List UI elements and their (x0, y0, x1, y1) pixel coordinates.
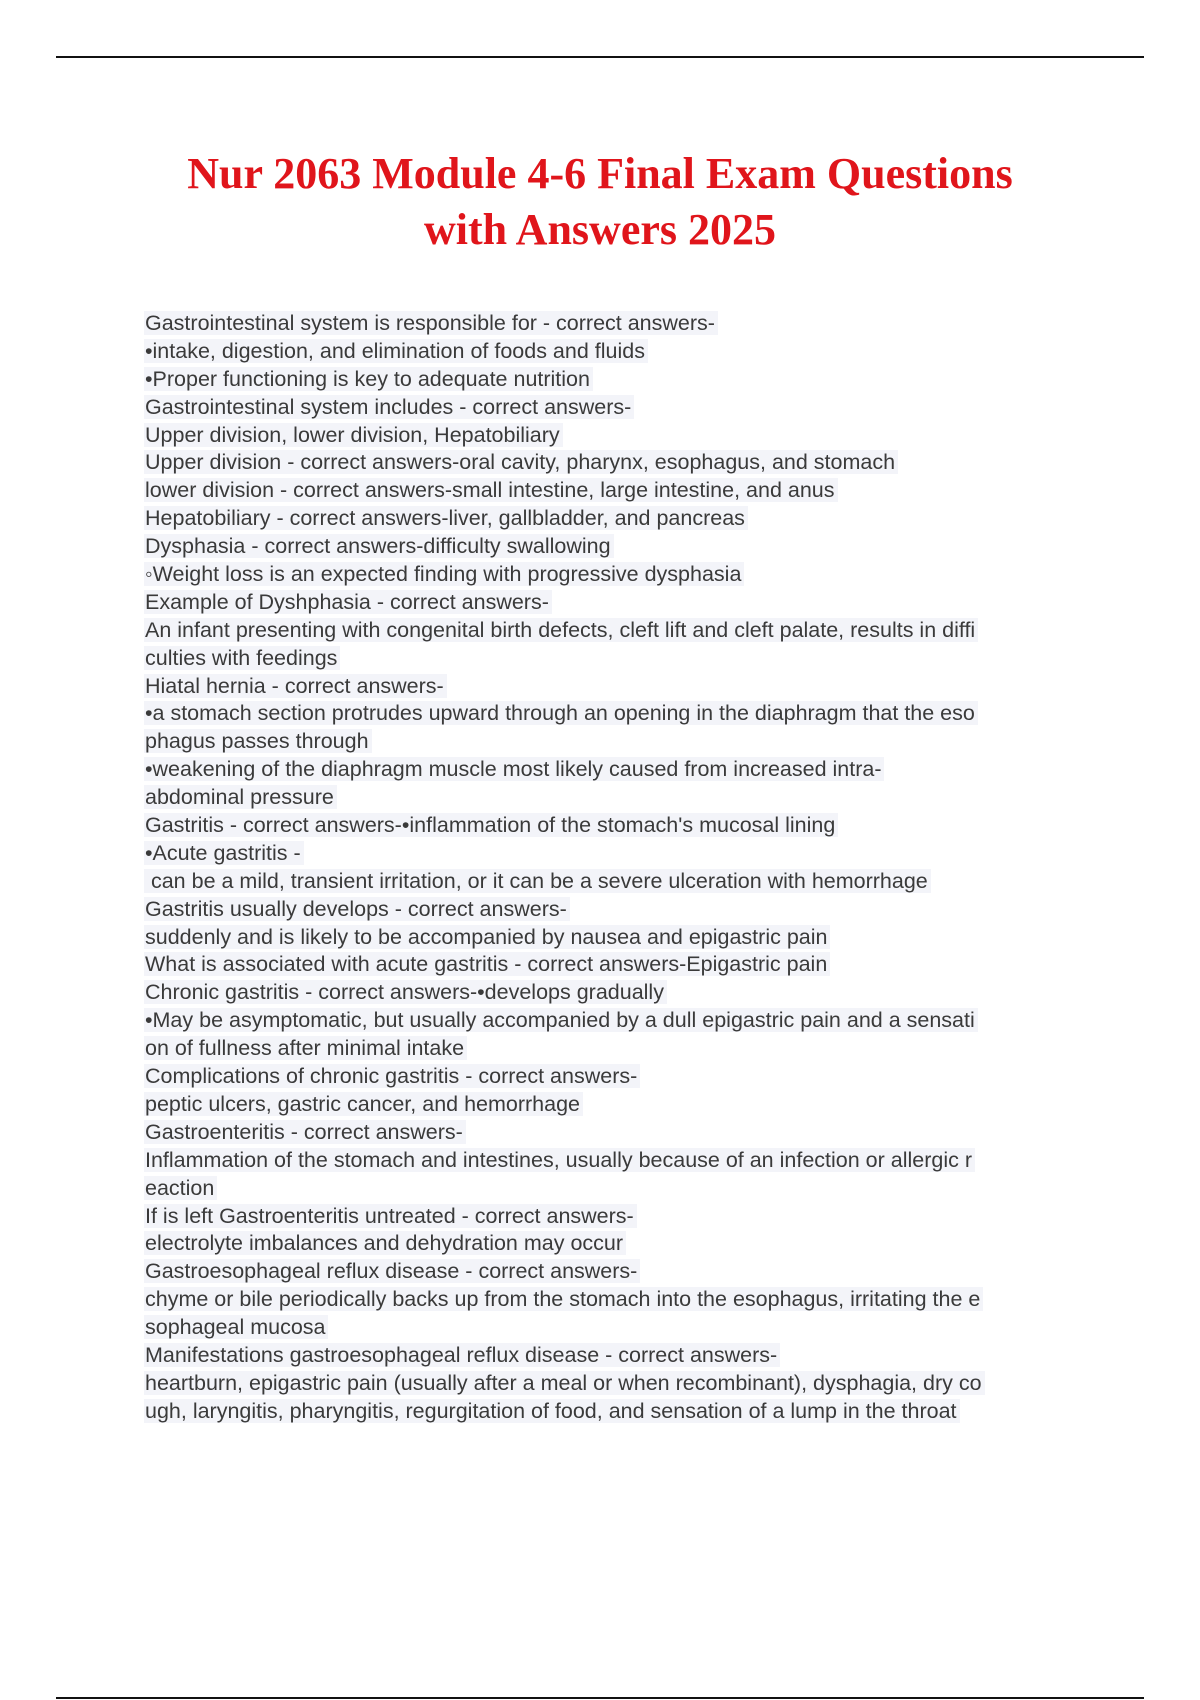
text-line (144, 1175, 1094, 1203)
text-line (144, 924, 1094, 952)
text-line (144, 1119, 1094, 1147)
text-line-content: •intake, digestion, and elimination of foods and fluids (144, 339, 648, 363)
text-line-content: Chronic gastritis - correct answers-•develops gradually (144, 980, 667, 1004)
text-line-content: Upper division - correct answers-oral cavity, pharynx, esophagus, and stomach (144, 450, 898, 474)
text-line (144, 1203, 1094, 1231)
text-line-content: Example of Dyshphasia - correct answers- (144, 590, 552, 614)
text-line-content: heartburn, epigastric pain (usually after a meal or when recombinant), dysphagia, dry co (144, 1371, 985, 1395)
text-line (144, 1091, 1094, 1119)
text-line-content: Upper division, lower division, Hepatobiliary (144, 423, 563, 447)
document-title-line-2: with Answers 2025 (423, 205, 777, 254)
text-line-content: Hiatal hernia - correct answers- (144, 674, 447, 698)
text-line (144, 338, 1094, 366)
text-line (144, 477, 1094, 505)
text-line-content: chyme or bile periodically backs up from the stomach into the esophagus, irritating the e (144, 1287, 983, 1311)
document-title-line-1: Nur 2063 Module 4-6 Final Exam Questions (187, 149, 1013, 198)
text-line (144, 645, 1094, 673)
text-line-content: •Acute gastritis - (144, 841, 304, 865)
text-line-content: Manifestations gastroesophageal reflux disease - correct answers- (144, 1343, 780, 1367)
text-line (144, 1230, 1094, 1258)
text-line-content: Inflammation of the stomach and intestines, usually because of an infection or allergic r (144, 1148, 975, 1172)
text-line (144, 1398, 1094, 1426)
text-line (144, 617, 1094, 645)
text-line-content: An infant presenting with congenital birth defects, cleft lift and cleft palate, results in diffi (144, 618, 978, 642)
text-line (144, 366, 1094, 394)
text-line-content: Gastroenteritis - correct answers- (144, 1120, 466, 1144)
text-line (144, 840, 1094, 868)
text-line-content: lower division - correct answers-small intestine, large intestine, and anus (144, 478, 838, 502)
text-line-content: Dysphasia - correct answers-difficulty swallowing (144, 534, 614, 558)
text-line (144, 310, 1094, 338)
text-line-content: •weakening of the diaphragm muscle most likely caused from increased intra- (144, 757, 884, 781)
text-line-content: Gastritis usually develops - correct answers- (144, 897, 570, 921)
text-line (144, 673, 1094, 701)
text-line (144, 1258, 1094, 1286)
text-line-content: Complications of chronic gastritis - correct answers- (144, 1064, 640, 1088)
text-line (144, 1342, 1094, 1370)
text-line-content: Gastritis - correct answers-•inflammation of the stomach's mucosal lining (144, 813, 838, 837)
text-line-content: What is associated with acute gastritis - correct answers-Epigastric pain (144, 952, 830, 976)
text-line (144, 1286, 1094, 1314)
text-line (144, 1007, 1094, 1035)
text-line (144, 756, 1094, 784)
text-line (144, 896, 1094, 924)
text-line (144, 784, 1094, 812)
text-line-content: can be a mild, transient irritation, or it can be a severe ulceration with hemorrhage (144, 869, 931, 893)
text-line (144, 868, 1094, 896)
text-line (144, 951, 1094, 979)
text-line-content: •May be asymptomatic, but usually accompanied by a dull epigastric pain and a sensati (144, 1008, 978, 1032)
text-line-content: ◦Weight loss is an expected finding with progressive dysphasia (144, 562, 744, 586)
text-line (144, 422, 1094, 450)
text-line (144, 1063, 1094, 1091)
text-line-content: •a stomach section protrudes upward through an opening in the diaphragm that the eso (144, 701, 978, 725)
text-line (144, 449, 1094, 477)
text-line (144, 979, 1094, 1007)
qa-text-body (144, 310, 1094, 1426)
text-line (144, 728, 1094, 756)
text-line-content: Gastrointestinal system includes - correct answers- (144, 395, 634, 419)
text-line-content: on of fullness after minimal intake (144, 1036, 467, 1060)
text-line (144, 1147, 1094, 1175)
text-line-content: ugh, laryngitis, pharyngitis, regurgitation of food, and sensation of a lump in the throat (144, 1399, 960, 1423)
text-line-content: eaction (144, 1176, 217, 1200)
text-line (144, 1314, 1094, 1342)
document-title (120, 146, 1080, 258)
text-line (144, 394, 1094, 422)
text-line (144, 533, 1094, 561)
text-line-content: Gastrointestinal system is responsible for - correct answers- (144, 311, 718, 335)
text-line-content: phagus passes through (144, 729, 372, 753)
text-line (144, 561, 1094, 589)
text-line (144, 505, 1094, 533)
text-line-content: culties with feedings (144, 646, 340, 670)
text-line-content: Hepatobiliary - correct answers-liver, gallbladder, and pancreas (144, 506, 748, 530)
text-line-content: If is left Gastroenteritis untreated - correct answers- (144, 1204, 637, 1228)
header-rule (56, 56, 1144, 58)
text-line (144, 1035, 1094, 1063)
text-line (144, 812, 1094, 840)
text-line-content: abdominal pressure (144, 785, 337, 809)
footer-rule (56, 1697, 1144, 1699)
text-line-content: •Proper functioning is key to adequate nutrition (144, 367, 593, 391)
text-line (144, 1370, 1094, 1398)
text-line (144, 700, 1094, 728)
text-line-content: sophageal mucosa (144, 1315, 328, 1339)
text-line-content: electrolyte imbalances and dehydration may occur (144, 1231, 626, 1255)
text-line-content: Gastroesophageal reflux disease - correct answers- (144, 1259, 640, 1283)
text-line-content: suddenly and is likely to be accompanied by nausea and epigastric pain (144, 925, 830, 949)
text-line-content: peptic ulcers, gastric cancer, and hemorrhage (144, 1092, 583, 1116)
text-line (144, 589, 1094, 617)
